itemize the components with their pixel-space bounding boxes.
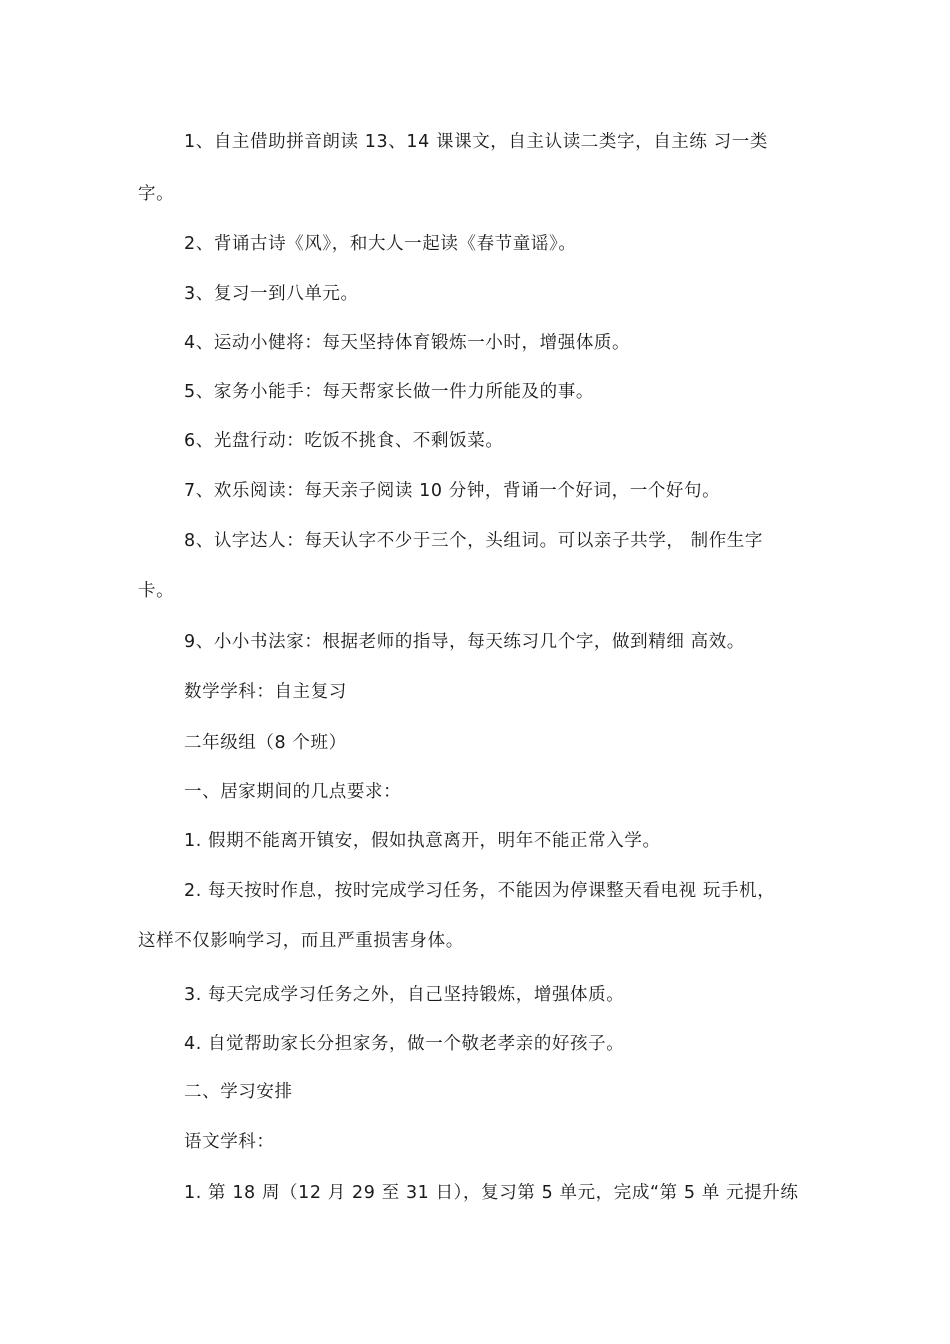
- text-line-3: 2、背诵古诗《风》，和大人一起读《春节童谣》。: [184, 234, 577, 254]
- text-line-20: 二、学习安排: [184, 1082, 293, 1102]
- text-line-21: 语文学科：: [184, 1132, 275, 1152]
- text-line-22: 1. 第 18 周（12 月 29 至 31 日），复习第 5 单元，完成“第 5 单 元提升练: [184, 1183, 799, 1203]
- text-line-15: 1. 假期不能离开镇安，假如执意离开，明年不能正常入学。: [184, 831, 661, 851]
- text-line-18: 3. 每天完成学习任务之外，自己坚持锻炼，增强体质。: [184, 985, 625, 1005]
- text-line-12: 数学学科：自主复习: [184, 682, 347, 702]
- text-line-8: 7、欢乐阅读：每天亲子阅读 10 分钟，背诵一个好词，一个好句。: [184, 481, 721, 501]
- text-line-17: 这样不仅影响学习，而且严重损害身体。: [138, 931, 464, 951]
- text-line-4: 3、复习一到八单元。: [184, 284, 359, 304]
- text-line-19: 4. 自觉帮助家长分担家务，做一个敬老孝亲的好孩子。: [184, 1034, 625, 1054]
- text-line-13: 二年级组（8 个班）: [184, 733, 347, 753]
- text-line-7: 6、光盘行动：吃饭不挑食、不剩饭菜。: [184, 431, 504, 451]
- text-line-11: 9、小小书法家：根据老师的指导，每天练习几个字，做到精细 高效。: [184, 632, 745, 652]
- text-line-10: 卡。: [138, 581, 175, 601]
- text-line-1: 1、自主借助拼音朗读 13、14 课课文，自主认读二类字，自主练 习一类: [184, 132, 768, 152]
- text-line-2: 字。: [138, 184, 175, 204]
- text-line-6: 5、家务小能手：每天帮家长做一件力所能及的事。: [184, 382, 594, 402]
- text-line-14: 一、居家期间的几点要求：: [184, 782, 402, 802]
- text-line-9: 8、认字达人：每天认字不少于三个，头组词。可以亲子共学， 制作生字: [184, 531, 763, 551]
- text-line-16: 2. 每天按时作息，按时完成学习任务，不能因为停课整天看电视 玩手机，: [184, 881, 776, 901]
- text-line-5: 4、运动小健将：每天坚持体育锻炼一小时，增强体质。: [184, 333, 631, 353]
